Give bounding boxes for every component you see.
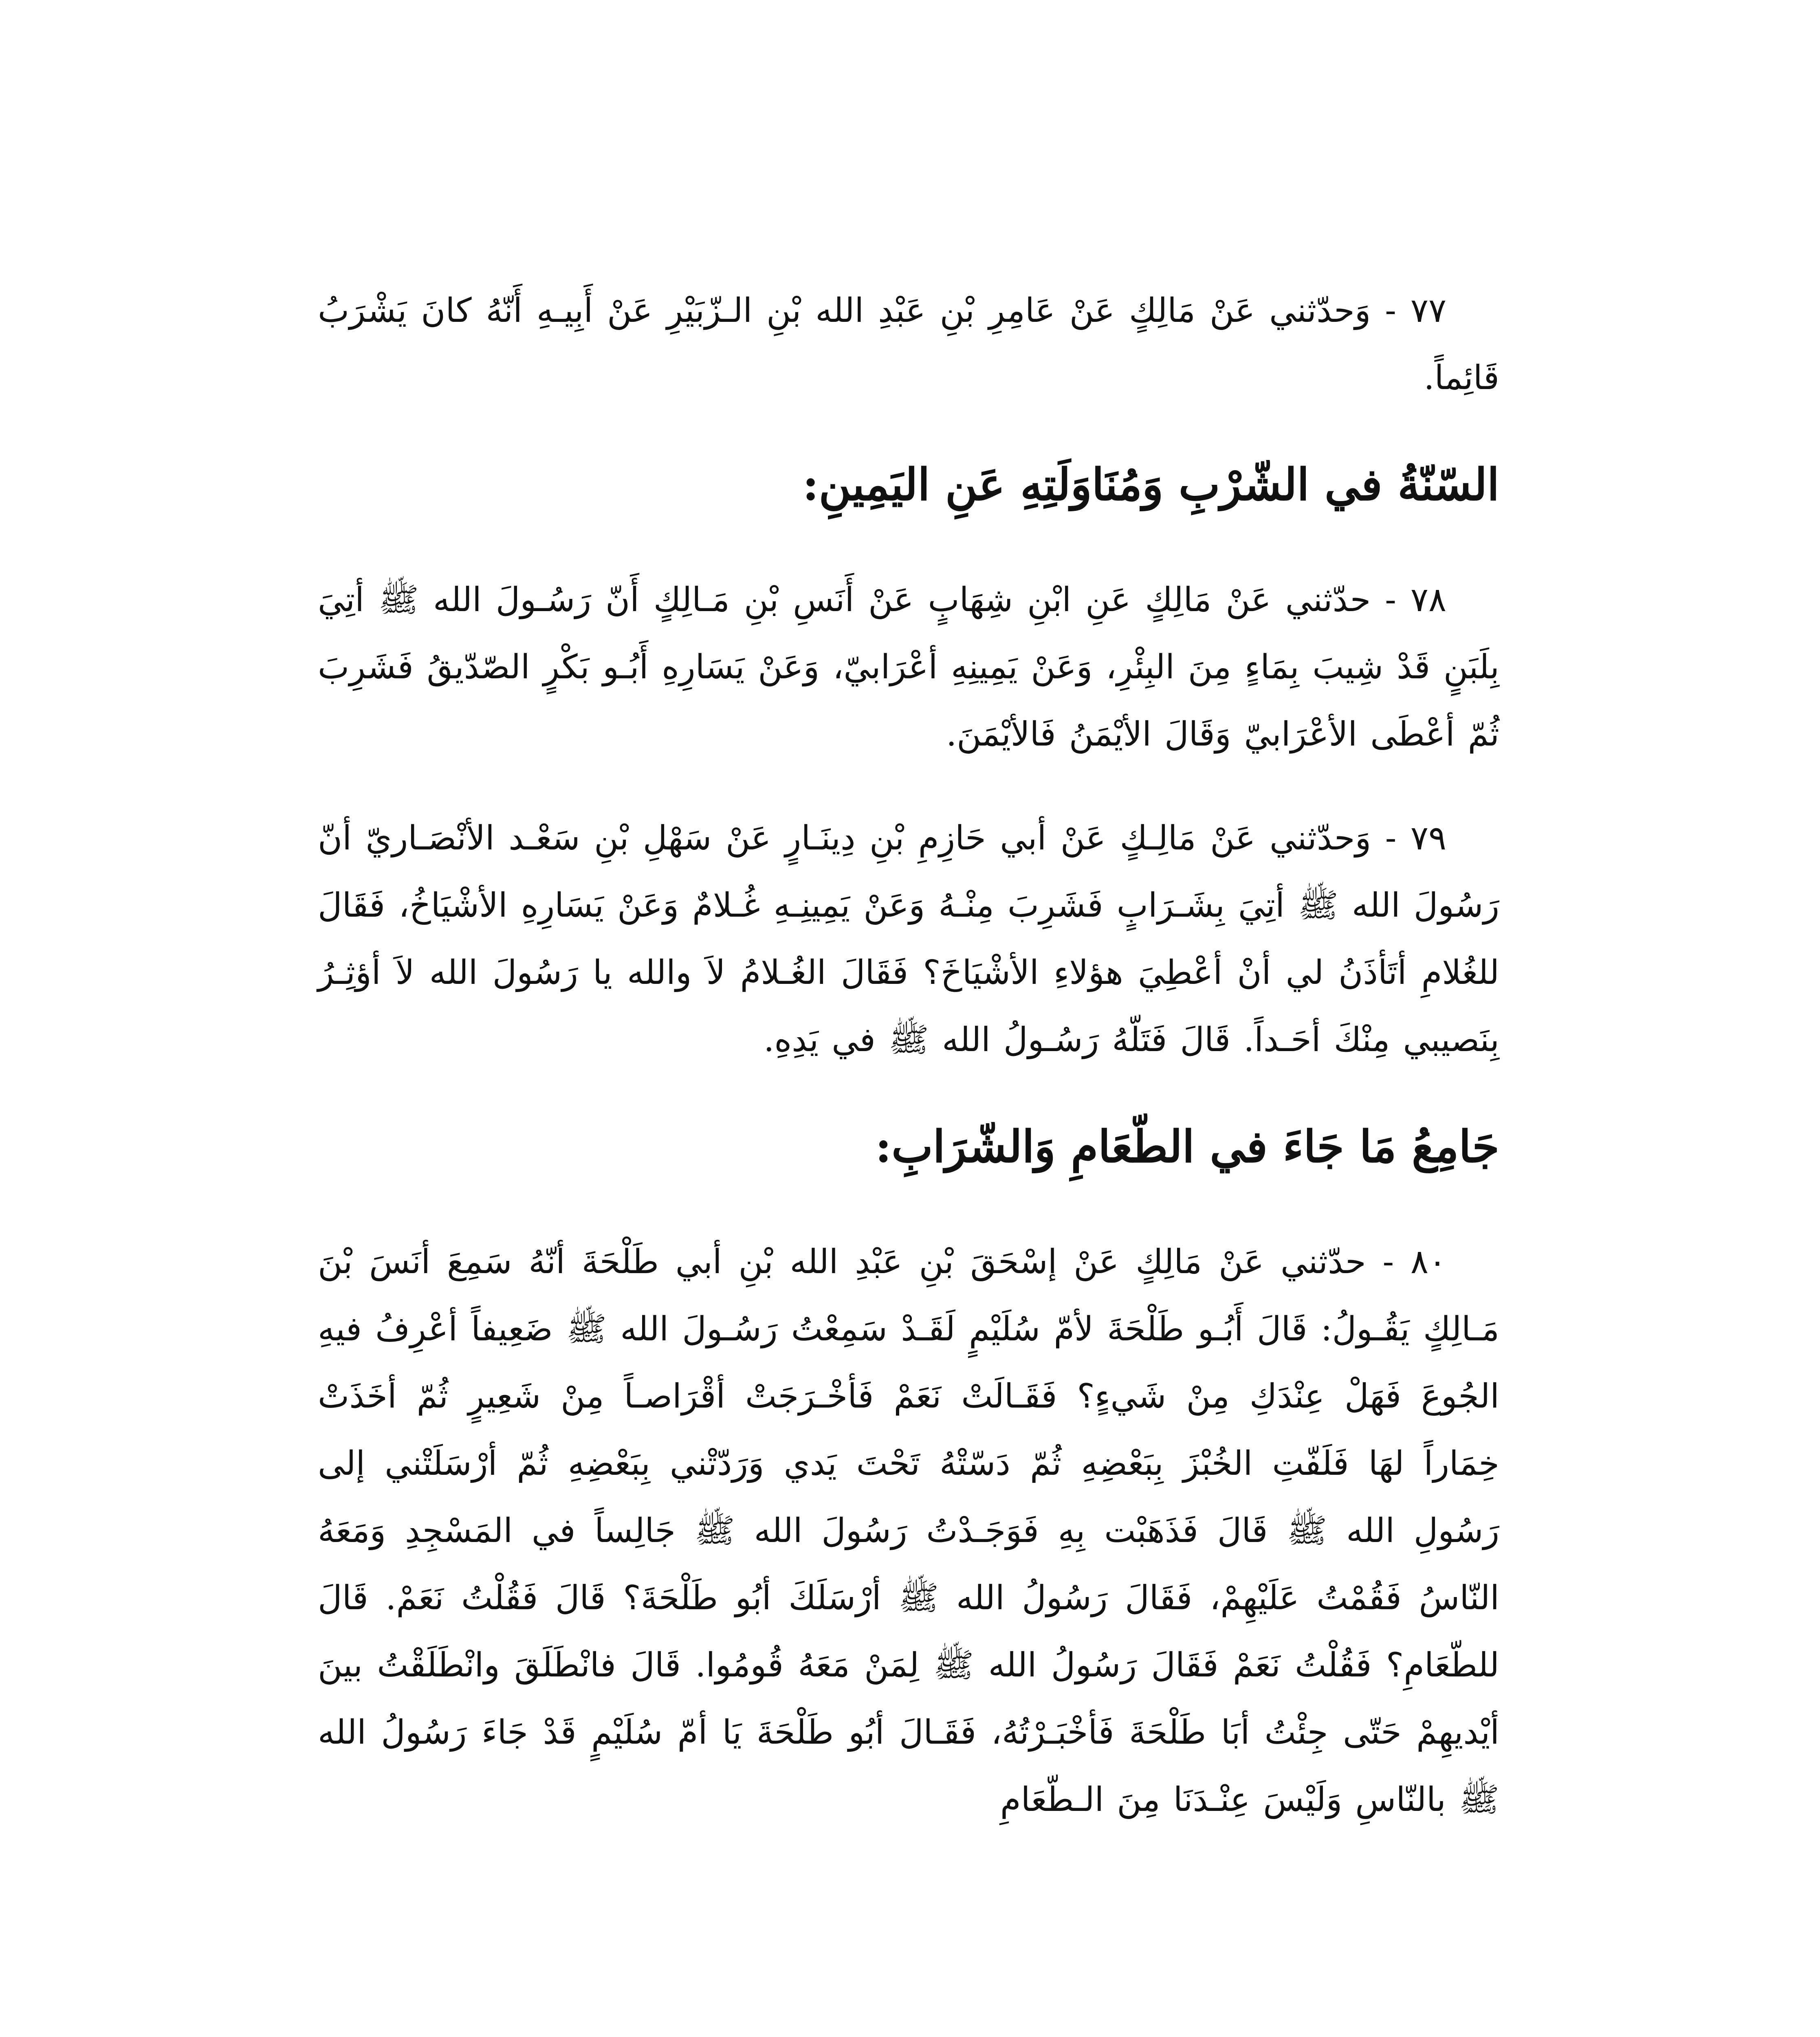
section-heading-food-and-drink: جَامِعُ مَا جَاءَ في الطّعَامِ وَالشّرَابِ:: [875, 1121, 1499, 1172]
page-content: [318, 277, 1499, 1870]
hadith-77-paragraph: ٧٧ - وَحدّثني عَنْ مَالِكٍ عَنْ عَامِرِ بْنِ عَبْدِ الله بْنِ الـزّبَيْرِ عَنْ أَبِيـهِ أَنّهُ كانَ يَشْرَبُ قَائِماً.: [318, 291, 1499, 397]
section-heading-drinking-sunnah: السّنّةُ في الشّرْبِ وَمُنَاوَلَتِهِ عَنِ اليَمِينِ:: [802, 459, 1499, 510]
hadith-80-paragraph: ٨٠ - حدّثني عَنْ مَالِكٍ عَنْ إسْحَقَ بْنِ عَبْدِ الله بْنِ أبي طَلْحَةَ أنّهُ سَمِعَ أنَسَ بْنَ مَـالِكٍ يَقُـولُ: قَالَ أَبُـو طَلْحَةَ لأمّ سُلَيْمٍ لَقَـدْ سَمِعْتُ رَسُـولَ الله ﷺ ضَعِيفاً أعْرِفُ فيهِ الجُوعَ فَهَلْ عِنْدَكِ مِنْ شَيءٍ؟ فَقَـالَتْ نَعَمْ فَأخْـرَجَتْ أقْرَاصـاً مِنْ شَعِيرٍ ثُمّ أخَذَتْ خِمَاراً لهَا فَلَفّتِ الخُبْزَ بِبَعْضِهِ ثُمّ دَسّتْهُ تَحْتَ يَدي وَرَدّتْني بِبَعْضِهِ ثُمّ أرْسَلَتْني إلى رَسُولِ الله ﷺ قَالَ فَذَهَبْت بِهِ فَوَجَـدْتُ رَسُولَ الله ﷺ جَالِساً في المَسْجِدِ وَمَعَهُ النّاسُ فَقُمْتُ عَلَيْهِمْ، فَقَالَ رَسُولُ الله ﷺ أرْسَلَكَ أبُو طَلْحَةَ؟ قَالَ فَقُلْتُ نَعَمْ. قَالَ للطّعَامِ؟ فَقُلْتُ نَعَمْ فَقَالَ رَسُولُ الله ﷺ لِمَنْ مَعَهُ قُومُوا. قَالَ فانْطَلَقَ وانْطَلَقْتُ بينَ أيْديهِمْ حَتّى جِئْتُ أبَا طَلْحَةَ فَأخْبَـرْتُهُ، فَقَـالَ أبُو طَلْحَةَ يَا أمّ سُلَيْمٍ قَدْ جَاءَ رَسُولُ الله ﷺ بالنّاسِ وَلَيْسَ عِنْـدَنَا مِنَ الـطّعَامِ: [318, 1243, 1499, 1819]
hadith-78-paragraph: ٧٨ - حدّثني عَنْ مَالِكٍ عَنِ ابْنِ شِهَابٍ عَنْ أَنَسِ بْنِ مَـالِكٍ أَنّ رَسُـولَ الله ﷺ أتِيَ بِلَبَنٍ قَدْ شِيبَ بِمَاءٍ مِنَ البِئْرِ، وَعَنْ يَمِينِهِ أعْرَابيّ، وَعَنْ يَسَارِهِ أَبُـو بَكْرٍ الصّدّيقُ فَشَرِبَ ثُمّ أعْطَى الأعْرَابيّ وَقَالَ الأيْمَنُ فَالأيْمَنَ.: [318, 581, 1499, 754]
hadith-79-paragraph: ٧٩ - وَحدّثني عَنْ مَالِـكٍ عَنْ أبي حَازِمِ بْنِ دِينَـارٍ عَنْ سَهْلِ بْنِ سَعْـد الأنْصَـاريّ أنّ رَسُولَ الله ﷺ أتِيَ بِشَـرَابٍ فَشَرِبَ مِنْـهُ وَعَنْ يَمِينِـهِ غُـلامٌ وَعَنْ يَسَارِهِ الأشْيَاخُ، فَقَالَ للغُلامِ أتَأذَنُ لي أنْ أعْطِيَ هؤلاءِ الأشْيَاخَ؟ فَقَالَ الغُـلامُ لاَ والله يا رَسُولَ الله لاَ أؤثِـرُ بِنَصيبي مِنْكَ أحَـداً. قَالَ فَتَلّهُ رَسُـولُ الله ﷺ في يَدِهِ.: [318, 819, 1499, 1059]
